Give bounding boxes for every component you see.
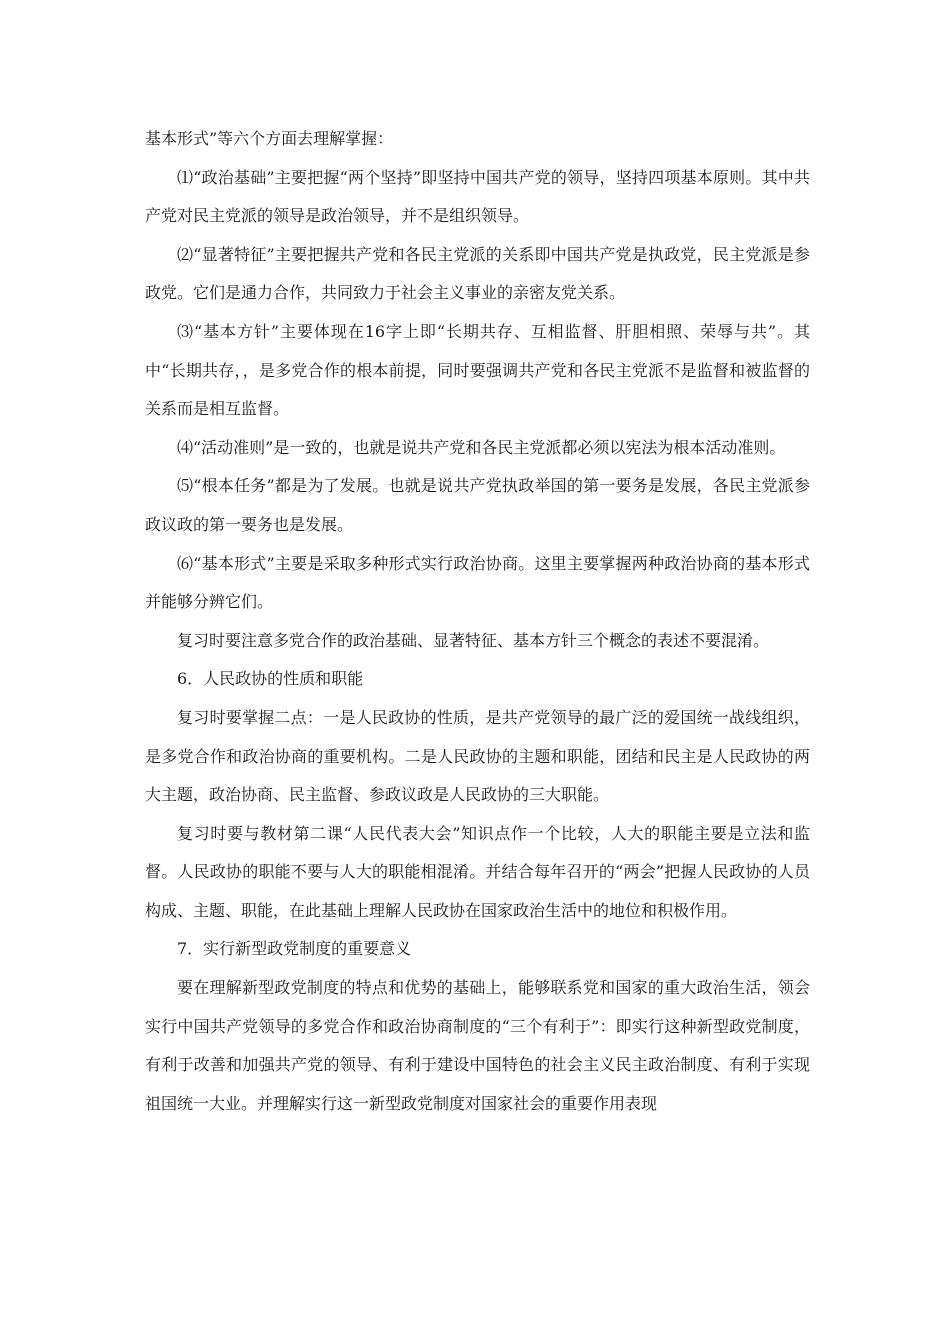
paragraph-distinctive-feature: ⑵“显著特征”主要把握共产党和各民主党派的关系即中国共产党是执政党，民主党派是参政党。它们是通力合作，共同致力于社会主义事业的亲密友党关系。 — [145, 244, 810, 303]
paragraph-basic-policy: ⑶“基本方针”主要体现在16字上即“长期共存、互相监督、肝胆相照、荣辱与共”。其中“长期共存，，是多党合作的根本前提，同时要强调共产党和各民主党派不是监督和被监督的关系而是相互监督。 — [145, 321, 810, 419]
document-body — [145, 120, 810, 1123]
paragraph-basic-form: ⑹“基本形式”主要是采取多种形式实行政治协商。这里主要掌握两种政治协商的基本形式并能够分辨它们。 — [145, 553, 810, 612]
paragraph-intro-continuation: 基本形式”等六个方面去理解掌握： — [145, 129, 394, 148]
paragraph-political-basis: ⑴“政治基础”主要把握“两个坚持”即坚持中国共产党的领导，坚持四项基本原则。其中共产党对民主党派的领导是政治领导，并不是组织领导。 — [145, 167, 810, 226]
paragraph-cppcc-nature: 复习时要掌握二点：一是人民政协的性质，是共产党领导的最广泛的爱国统一战线组织，是多党合作和政治协商的重要机构。二是人民政协的主题和职能，团结和民主是人民政协的两大主题，政治协商、民主监督、参政议政是人民政协的三大职能。 — [145, 707, 810, 805]
paragraph-fundamental-task: ⑸“根本任务”都是为了发展。也就是说共产党执政举国的第一要务是发展，各民主党派参政议政的第一要务也是发展。 — [145, 476, 810, 534]
paragraph-cppcc-comparison: 复习时要与教材第二课“人民代表大会”知识点作一个比较，人大的职能主要是立法和监督。人民政协的职能不要与人大的职能相混淆。并结合每年召开的“两会”把握人民政协的人员构成、主题、职能，在此基础上理解人民政协在国家政治生活中的地位和积极作用。 — [145, 823, 810, 920]
section-heading-party-system-significance: 7．实行新型政党制度的重要意义 — [177, 939, 412, 959]
paragraph-party-system-significance: 要在理解新型政党制度的特点和优势的基础上，能够联系党和国家的重大政治生活，领会实行中国共产党领导的多党合作和政治协商制度的“三个有利于”：即实行这种新型政党制度，有利于改善和加强共产党的领导、有利于建设中国特色的社会主义民主政治制度、有利于实现祖国统一大业。并理解实行这一新型政党制度对国家社会的重要作用表现 — [145, 978, 810, 1113]
paragraph-review-note: 复习时要注意多党合作的政治基础、显著特征、基本方针三个概念的表述不要混淆。 — [177, 630, 770, 650]
section-heading-cppcc-nature: 6．人民政协的性质和职能 — [177, 669, 364, 689]
paragraph-activity-principle: ⑷“活动准则”是一致的，也就是说共产党和各民主党派都必须以宪法为根本活动准则。 — [177, 437, 786, 457]
